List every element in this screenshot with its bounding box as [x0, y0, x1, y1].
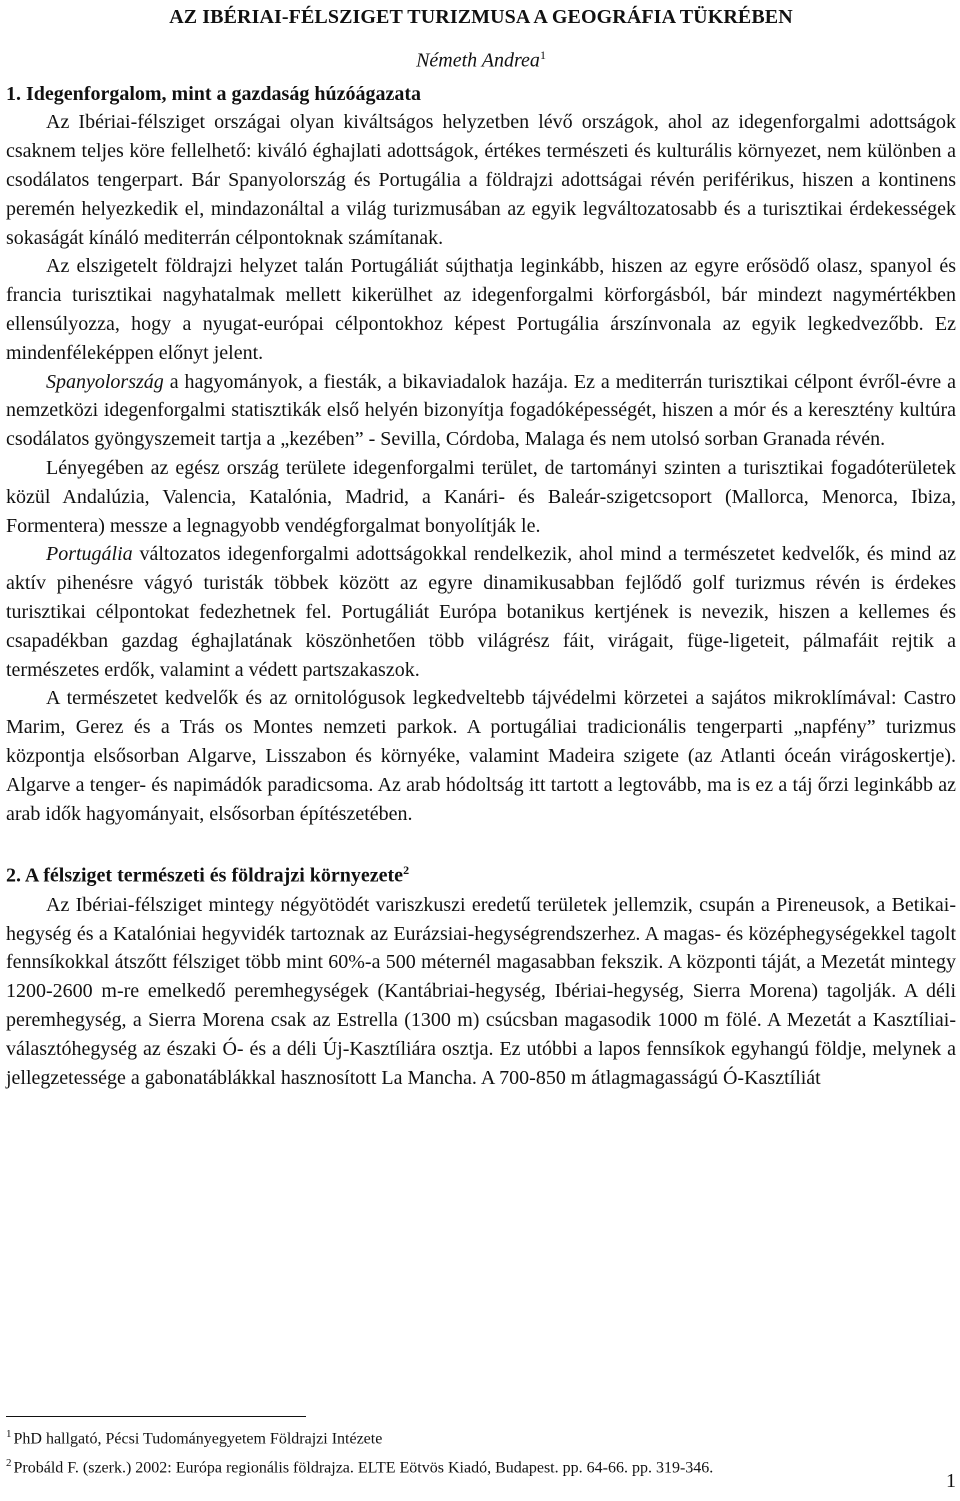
page-number: 1 [946, 1470, 956, 1492]
paragraph-3-text: a hagyományok, a fiesták, a bikaviadalok hazája. Ez a mediterrán turisztikai célpont évről-évre a nemzetközi idegenforgalmi statisztikák első helyén bizonyítja fogadóképességét, hiszen a mór és a keresztény kultúra csodálatos gyöngyszemeit tartja a „kezében” - Sevilla, Córdoba, Malaga és nem utolsó sorban Granada révén. [6, 370, 956, 451]
footnote-2-mark: 2 [6, 1457, 12, 1470]
section-1-paragraph-3 [6, 368, 956, 454]
footnote-2-text: Probáld F. (szerk.) 2002: Európa regionális földrajza. ELTE Eötvös Kiadó, Budapest. pp. 64-66. pp. 319-346. [13, 1459, 714, 1477]
section-1-paragraph-2: Az elszigetelt földrajzi helyzet talán Portugáliát sújthatja leginkább, hiszen az egyre erősödő olasz, spanyol és francia turisztikai nagyhatalmak mellett kikerülhet az idegenforgalmi körforgásból, bár mindezt nagymértékben ellensúlyozza, hogy a nyugat-európai célpontokhoz képest Portugália árszínvonala az egyik legkedvezőbb. Ez mindenféleképpen előnyt jelent. [6, 255, 956, 364]
author-name: Németh Andrea [416, 49, 540, 72]
portugal-italic: Portugália [46, 543, 133, 566]
section-2-heading-text: 2. A félsziget természeti és földrajzi környezete [6, 865, 404, 888]
document-page [6, 0, 956, 1492]
document-title: AZ IBÉRIAI-FÉLSZIGET TURIZMUSA A GEOGRÁFIA TÜKRÉBEN [169, 6, 793, 28]
footnote-divider [6, 1416, 306, 1417]
section-2-heading [6, 856, 956, 890]
section-1-paragraph-6: A természetet kedvelők és az ornitológusok legkedveltebb tájvédelmi körzetei a sajátos mikroklímával: Castro Marim, Gerez és a Trás os Montes nemzeti parkok. A portugáliai tradicionális tengerparti „napfény” turizmus központja elsősorban Algarve, Lisszabon és környéke, valamint Madeira szigete (az Atlanti óceán virágoskertje). Algarve a tenger- és napimádók paradicsoma. Az arab hódoltság itt tartott a legtovább, ma is ez a táj őrzi leginkább az arab idők hagyományait, elsősorban építészetében. [6, 687, 956, 825]
footnote-2 [6, 1451, 956, 1480]
section-1-paragraph-5 [6, 540, 956, 684]
footnotes [6, 1422, 956, 1481]
footnote-1-mark: 1 [6, 1428, 12, 1440]
section-1-paragraph-4: Lényegében az egész ország területe idegenforgalmi terület, de tartományi szinten a turisztikai fogadóterületek közül Andalúzia, Valencia, Katalónia, Madrid, a Kanári- és Baleár-szigetcsoport (Mallorca, Menorca, Ibiza, Formentera) messze a legnagyobb vendégforgalmat bonyolítják le. [6, 457, 956, 537]
section-1-paragraph-1: Az Ibériai-félsziget országai olyan kiváltságos helyzetben lévő országok, ahol az idegenforgalmi adottságok csaknem teljes köre fellelhető: kiváló éghajlati adottságok, értékes természeti és kulturális környezet, nem különben a csodálatos tengerpart. Bár Spanyolország és Portugália a földrajzi adottságai révén periférikus, hiszen a kontinens peremén helyezkedik el, mindazonáltal a világ turizmusában az egyik legváltozatosabb és a turisztikai érdekességek sokaságát kínáló mediterrán célpontoknak számítanak. [6, 111, 956, 249]
paragraph-5-text: változatos idegenforgalmi adottságokkal rendelkezik, ahol mind a természetet kedvelők, és mind az aktív pihenésre vágyó turisták többek között az egyre dinamikusabban fejlődő golf turizmus révén is érdekes turisztikai célpontokat fedezhetnek fel. Portugáliát Európa botanikus kertjének is nevezik, hiszen a kellemes és csapadékban gazdag éghajlatának köszönhetően több világrész fáit, virágait, füge-ligeteit, pálmafáit rejtik a természetes erdők, valamint a védett partszakaszok. [6, 543, 956, 681]
section-2-paragraph-1: Az Ibériai-félsziget mintegy négyötödét variszkuszi eredetű területek jellemzik, csupán a Pireneusok, a Betikai-hegység és a Katalóniai hegyvidék tartoznak az Eurázsiai-hegységrendszerhez. A magas- és középhegységekkel tagolt fennsíkokkal átszőtt félsziget több mint 60%-a 500 méternél magasabban fekszik. A központi táját, a Mezetát mintegy 1200-2600 m-re emelkedő peremhegységek (Kantábriai-hegység, Ibériai-hegység, Sierra Morena) tagolják. A déli peremhegység, a Sierra Morena csak az Estrella (1300 m) csúcsban magasodik 1000 m fölé. A Mezetát a Kasztíliai-választóhegység az északi Ó- és a déli Új-Kasztíliára osztja. Ez utóbbi a lapos fennsíkok egyhangú földje, melynek a jellegzetessége a gabonatáblákkal hasznosított La Mancha. A 700-850 m átlagmagasságú Ó-Kasztíliát [6, 893, 956, 1089]
footnote-1-text: PhD hallgató, Pécsi Tudományegyetem Földrajzi Intézete [13, 1430, 383, 1448]
spain-italic: Spanyolország [46, 370, 164, 393]
section-2-footnote-mark: 2 [403, 863, 410, 878]
author-footnote-mark: 1 [539, 48, 546, 62]
footnote-1 [6, 1422, 956, 1451]
author-line [6, 42, 956, 74]
section-1-heading: 1. Idegenforgalom, mint a gazdaság húzóágazata [6, 82, 421, 105]
section-gap [6, 828, 956, 856]
